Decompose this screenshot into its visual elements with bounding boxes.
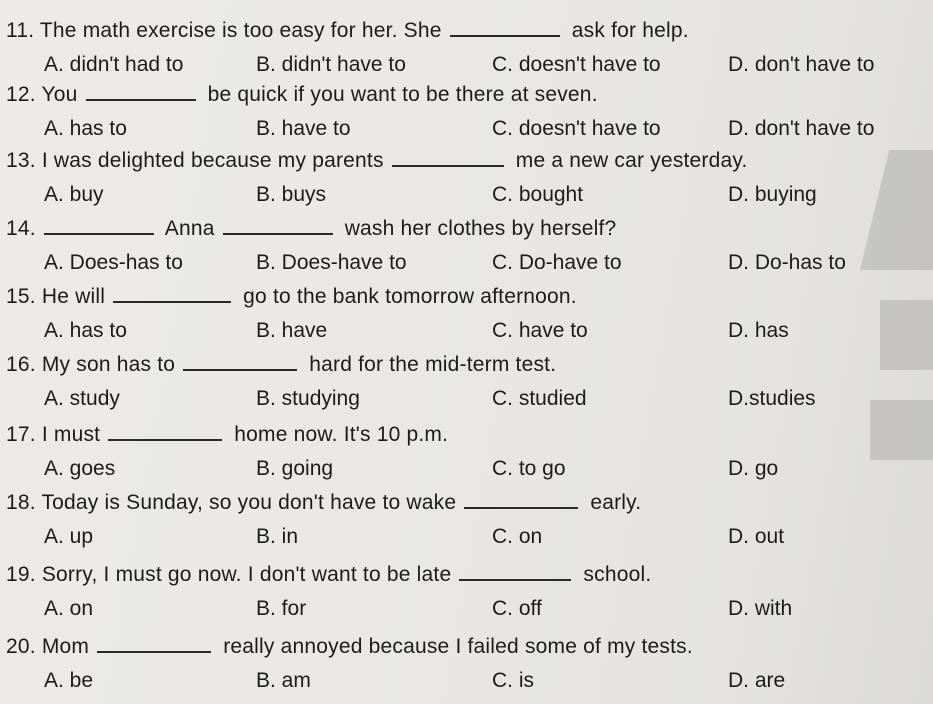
question-16	[0, 348, 933, 418]
stem-text: ask for help.	[571, 19, 689, 42]
question-stem	[6, 78, 598, 112]
answer-blank	[113, 281, 231, 303]
answer-blank	[392, 145, 504, 167]
question-13	[0, 144, 933, 214]
stem-text: 19. Sorry, I must go now. I don't want to be late	[6, 563, 452, 586]
option-a: A. has to	[44, 117, 127, 140]
option-d: D. out	[728, 525, 785, 548]
question-20	[0, 630, 933, 700]
option-c: C. doesn't have to	[492, 53, 661, 76]
stem-text: really annoyed because I failed some of my tests.	[223, 635, 693, 658]
question-stem	[6, 14, 689, 48]
option-a: A. buy	[44, 183, 104, 206]
stem-text: hard for the mid-term test.	[309, 353, 557, 376]
option-b: B. have	[256, 319, 328, 342]
question-17	[0, 418, 933, 488]
option-d: D. go	[728, 457, 779, 480]
stem-text: 14.	[6, 217, 36, 240]
answer-blank	[44, 213, 154, 235]
option-a: A. Does-has to	[44, 251, 183, 274]
question-stem	[6, 486, 641, 520]
stem-text: 17. I must	[6, 423, 101, 446]
question-stem	[6, 144, 748, 178]
option-a: A. on	[44, 597, 94, 620]
stem-text: me a new car yesterday.	[515, 149, 748, 172]
question-19	[0, 558, 933, 628]
option-a: A. study	[44, 387, 120, 410]
stem-text: 16. My son has to	[6, 353, 176, 376]
stem-text: 12. You	[6, 83, 78, 106]
option-a: A. didn't had to	[44, 53, 184, 76]
answer-blank	[97, 631, 211, 653]
option-b: B. am	[256, 669, 311, 692]
answer-blank	[464, 487, 578, 509]
option-c: C. off	[492, 597, 542, 620]
answer-blank	[108, 419, 222, 441]
option-c: C. have to	[492, 319, 588, 342]
option-d: D. Do-has to	[728, 251, 846, 274]
option-c: C. is	[492, 669, 534, 692]
option-a: A. be	[44, 669, 94, 692]
option-b: B. buys	[256, 183, 327, 206]
stem-text: early.	[590, 491, 642, 514]
option-d: D. are	[728, 669, 786, 692]
option-c: C. studied	[492, 387, 587, 410]
option-a: A. has to	[44, 319, 127, 342]
option-c: C. doesn't have to	[492, 117, 661, 140]
question-stem	[6, 280, 577, 314]
question-stem	[6, 630, 693, 664]
option-b: B. Does-have to	[256, 251, 407, 274]
answer-blank	[183, 349, 297, 371]
option-c: C. on	[492, 525, 543, 548]
question-stem	[6, 418, 448, 452]
answer-blank	[86, 79, 196, 101]
stem-text: 15. He will	[6, 285, 106, 308]
stem-text: be quick if you want to be there at seven.	[207, 83, 598, 106]
stem-text: 20. Mom	[6, 635, 90, 658]
question-12	[0, 78, 933, 148]
answer-blank	[223, 213, 333, 235]
stem-text: home now. It's 10 p.m.	[234, 423, 449, 446]
option-a: A. up	[44, 525, 94, 548]
option-d: D.studies	[728, 387, 816, 410]
question-11	[0, 14, 933, 84]
stem-text: Anna	[164, 217, 215, 240]
question-18	[0, 486, 933, 556]
option-d: D. don't have to	[728, 117, 875, 140]
option-b: B. going	[256, 457, 334, 480]
option-c: C. Do-have to	[492, 251, 622, 274]
option-d: D. don't have to	[728, 53, 875, 76]
question-15	[0, 280, 933, 350]
option-c: C. bought	[492, 183, 584, 206]
answer-blank	[450, 15, 560, 37]
option-b: B. for	[256, 597, 307, 620]
option-a: A. goes	[44, 457, 116, 480]
question-stem	[6, 212, 616, 246]
option-b: B. studying	[256, 387, 360, 410]
stem-text: 11. The math exercise is too easy for her. She	[6, 19, 442, 42]
stem-text: wash her clothes by herself?	[344, 217, 617, 240]
stem-text: go to the bank tomorrow afternoon.	[243, 285, 577, 308]
option-b: B. didn't have to	[256, 53, 406, 76]
option-c: C. to go	[492, 457, 566, 480]
stem-text: 13. I was delighted because my parents	[6, 149, 384, 172]
option-d: D. buying	[728, 183, 817, 206]
option-d: D. with	[728, 597, 793, 620]
question-stem	[6, 348, 556, 382]
stem-text: school.	[583, 563, 652, 586]
option-b: B. have to	[256, 117, 351, 140]
option-b: B. in	[256, 525, 299, 548]
answer-blank	[459, 559, 571, 581]
question-stem	[6, 558, 651, 592]
option-d: D. has	[728, 319, 789, 342]
question-14	[0, 212, 933, 282]
stem-text: 18. Today is Sunday, so you don't have to wake	[6, 491, 457, 514]
